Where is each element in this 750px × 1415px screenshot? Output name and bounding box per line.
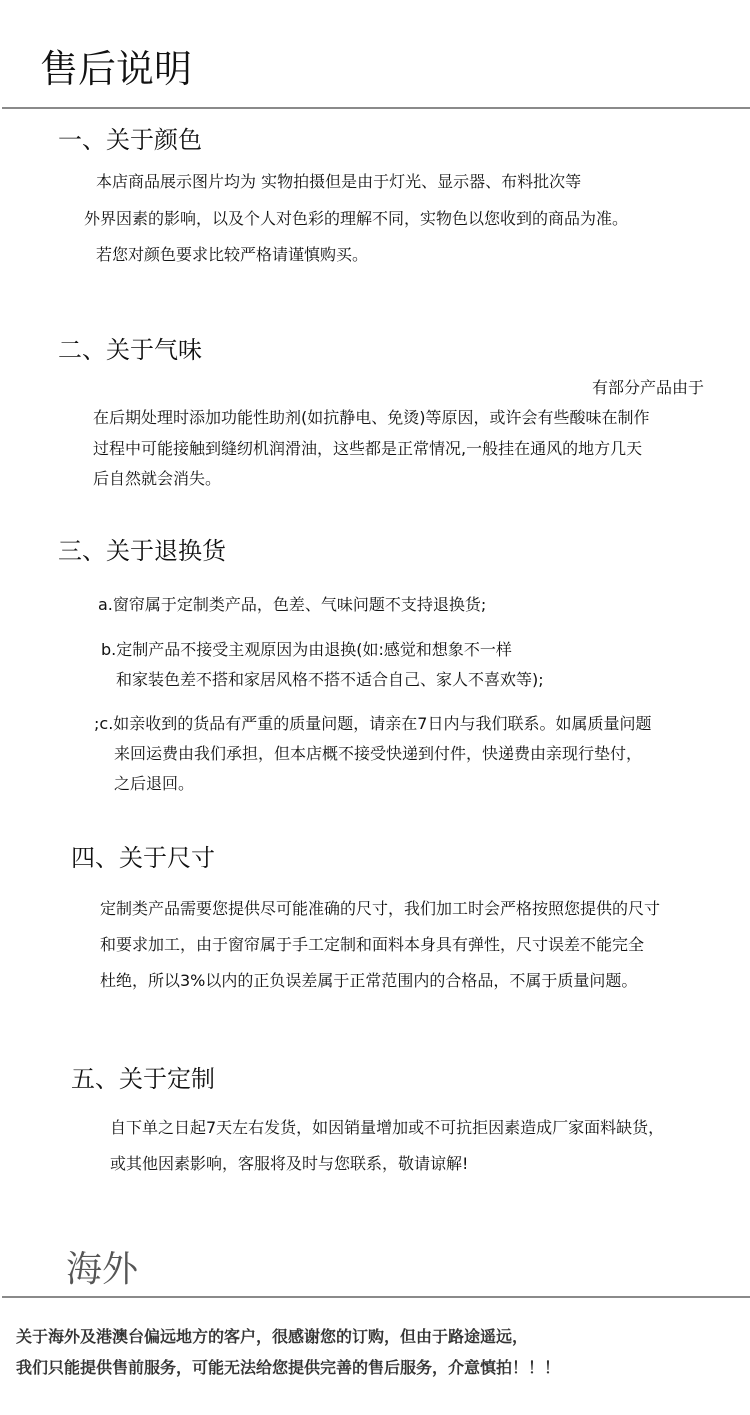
section-return-heading: 三、关于退换货 xyxy=(58,537,226,565)
section-custom-heading: 五、关于定制 xyxy=(71,1065,215,1093)
section-size-line: 定制类产品需要您提供尽可能准确的尺寸，我们加工时会严格按照您提供的尺寸 xyxy=(100,899,661,918)
section-color-heading: 一、关于颜色 xyxy=(58,126,202,154)
section-color-line: 若您对颜色要求比较严格请谨慎购买。 xyxy=(96,245,369,264)
section-return-line: 和家装色差不搭和家居风格不搭不适合自己、家人不喜欢等); xyxy=(116,670,544,689)
section-smell-line: 有部分产品由于 xyxy=(592,378,705,397)
page-title: 售后说明 xyxy=(40,47,193,91)
section-color-line: 外界因素的影响，以及个人对色彩的理解不同，实物色以您收到的商品为准。 xyxy=(84,209,629,228)
section-smell-line: 后自然就会消失。 xyxy=(93,469,222,488)
section-size-line: 和要求加工，由于窗帘属于手工定制和面料本身具有弹性，尺寸误差不能完全 xyxy=(100,935,645,954)
title-divider xyxy=(2,107,750,109)
overseas-title: 海外 xyxy=(66,1249,139,1290)
section-size-heading: 四、关于尺寸 xyxy=(71,844,215,872)
section-custom-line: 自下单之日起7天左右发货，如因销量增加或不可抗拒因素造成厂家面料缺货， xyxy=(110,1118,665,1137)
section-smell-line: 过程中可能接触到缝纫机润滑油，这些都是正常情况,一般挂在通风的地方几天 xyxy=(93,439,643,458)
section-color-line: 本店商品展示图片均为 实物拍摄但是由于灯光、显示器、布料批次等 xyxy=(96,172,582,191)
overseas-line: 关于海外及港澳台偏远地方的客户，很感谢您的订购，但由于路途遥远， xyxy=(16,1327,529,1346)
section-return-line: a.窗帘属于定制类产品，色差、气味问题不支持退换货; xyxy=(98,595,487,614)
section-return-line: b.定制产品不接受主观原因为由退换(如:感觉和想象不一样 xyxy=(101,640,512,659)
overseas-line: 我们只能提供售前服务，可能无法给您提供完善的售后服务，介意慎拍！！！ xyxy=(16,1358,561,1377)
overseas-divider xyxy=(2,1296,750,1298)
section-smell-line: 在后期处理时添加功能性助剂(如抗静电、免烫)等原因，或许会有些酸味在制作 xyxy=(93,408,650,427)
section-return-line: 之后退回。 xyxy=(114,774,195,793)
section-size-line: 杜绝，所以3%以内的正负误差属于正常范围内的合格品，不属于质量问题。 xyxy=(100,971,638,990)
section-smell-heading: 二、关于气味 xyxy=(58,336,202,364)
section-return-line: 来回运费由我们承担，但本店概不接受快递到付件，快递费由亲现行垫付， xyxy=(114,744,643,763)
section-return-line: ;c.如亲收到的货品有严重的质量问题，请亲在7日内与我们联系。如属质量问题 xyxy=(94,714,652,733)
section-custom-line: 或其他因素影响，客服将及时与您联系，敬请谅解! xyxy=(110,1154,469,1173)
